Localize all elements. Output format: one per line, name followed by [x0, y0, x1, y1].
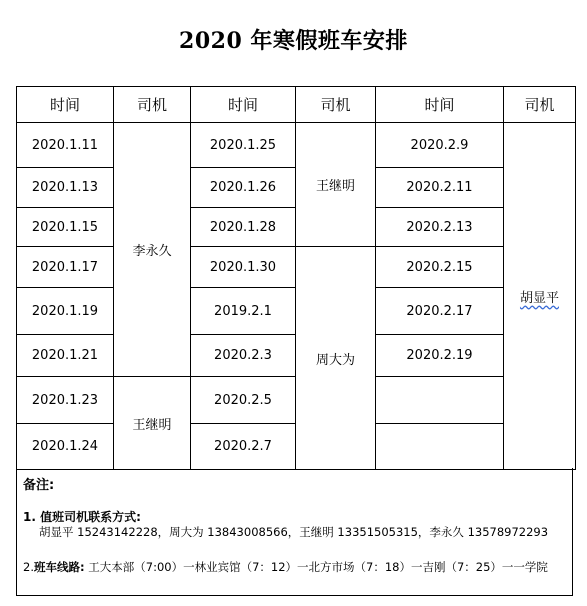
- date-cell: 2020.2.11: [376, 168, 504, 208]
- date-cell: 2020.1.17: [17, 247, 114, 288]
- route-label: 班车线路:: [33, 560, 85, 574]
- date-cell: 2020.2.5: [191, 377, 296, 424]
- date-cell: 2020.1.21: [17, 335, 114, 377]
- date-cell: 2020.1.13: [17, 168, 114, 208]
- route-note: [23, 559, 553, 576]
- contact-title: 1. 值班司机联系方式:: [23, 510, 141, 524]
- date-cell: 2020.1.30: [191, 247, 296, 288]
- contact-list: 胡显平 15243142228，周大为 13843008566，王继明 13351505315，李永久 13578972293: [39, 525, 549, 539]
- page-title: 2020 年寒假班车安排: [179, 28, 408, 54]
- table-row: [17, 247, 576, 288]
- header-time-3: 时间: [376, 87, 504, 123]
- date-cell: 2020.2.9: [376, 123, 504, 168]
- date-cell: 2020.1.26: [191, 168, 296, 208]
- date-cell: 2020.1.11: [17, 123, 114, 168]
- driver-cell: 周大为: [296, 247, 376, 470]
- date-cell: 2020.1.25: [191, 123, 296, 168]
- date-cell: 2020.2.13: [376, 208, 504, 247]
- date-cell: 2019.2.1: [191, 288, 296, 335]
- date-cell: 2020.1.23: [17, 377, 114, 424]
- header-time-1: 时间: [17, 87, 114, 123]
- date-cell: 2020.1.19: [17, 288, 114, 335]
- table-row: [17, 123, 576, 168]
- header-driver-2: 司机: [296, 87, 376, 123]
- driver-cell: [504, 123, 576, 470]
- date-cell: 2020.2.3: [191, 335, 296, 377]
- date-cell: 2020.2.15: [376, 247, 504, 288]
- header-driver-3: 司机: [504, 87, 576, 123]
- date-cell: 2020.1.28: [191, 208, 296, 247]
- date-cell: 2020.2.7: [191, 424, 296, 470]
- notes-heading: 备注:: [23, 478, 55, 493]
- driver-cell: 王继明: [296, 123, 376, 247]
- date-cell: [376, 424, 504, 470]
- route-text: 工大本部（7:00）一林业宾馆（7：12）一北方市场（7：18）一吉刚（7：25）一一学院: [88, 560, 548, 574]
- date-cell: [376, 377, 504, 424]
- date-cell: 2020.2.17: [376, 288, 504, 335]
- notes-box: [16, 468, 573, 596]
- date-cell: 2020.1.15: [17, 208, 114, 247]
- header-row: [17, 87, 576, 123]
- driver-cell: 李永久: [114, 123, 191, 377]
- schedule-table: [16, 86, 576, 470]
- driver-name-hu: 胡显平: [519, 290, 559, 306]
- header-driver-1: 司机: [114, 87, 191, 123]
- header-time-2: 时间: [191, 87, 296, 123]
- date-cell: 2020.2.19: [376, 335, 504, 377]
- route-number: 2.: [23, 560, 34, 574]
- driver-cell: 王继明: [114, 377, 191, 470]
- date-cell: 2020.1.24: [17, 424, 114, 470]
